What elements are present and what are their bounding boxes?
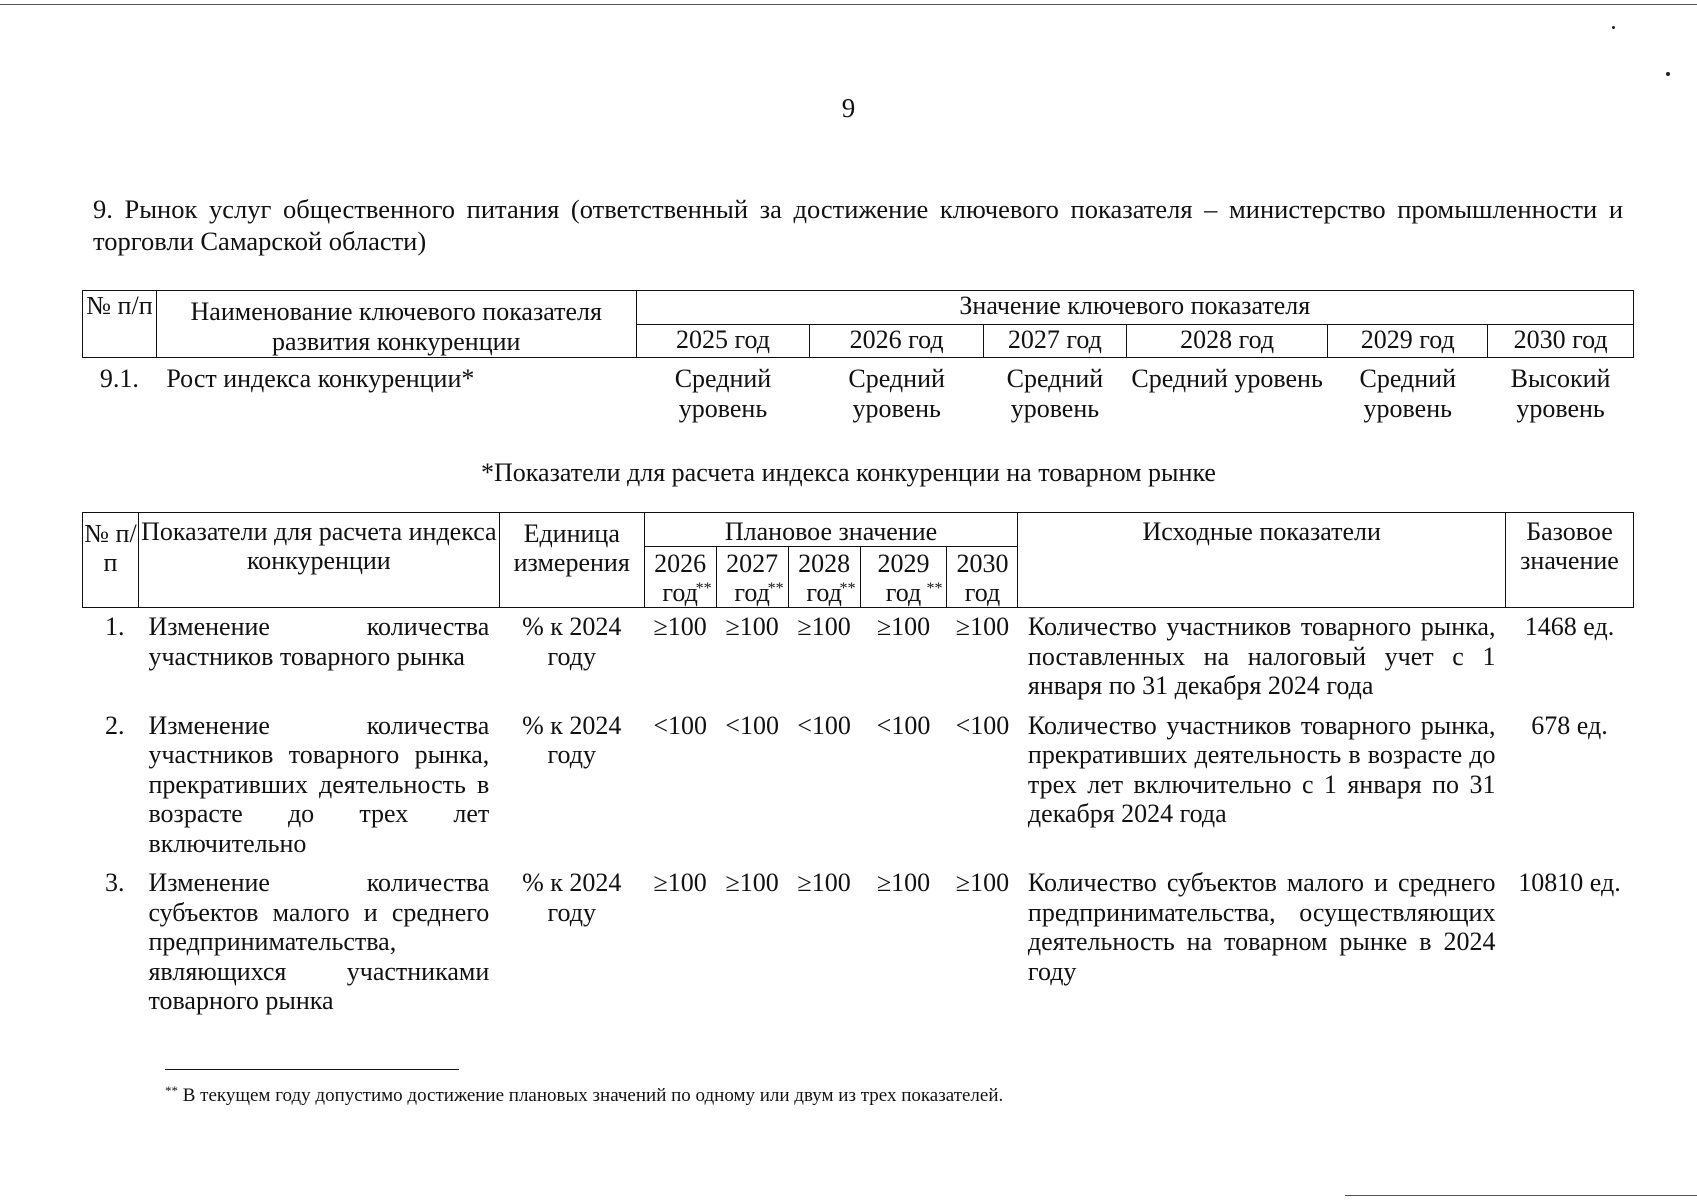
footnote-mark: ** <box>839 580 856 597</box>
row-plan-value: ≥100 <box>955 868 1010 897</box>
row-number: 9.1. <box>99 364 139 393</box>
header-year-number: 2028 <box>798 549 851 578</box>
header-year-word: год <box>964 578 1001 607</box>
row-plan-value: ≥100 <box>876 868 931 897</box>
header-year-word: год <box>885 578 922 607</box>
row-value: Средний уровень <box>848 364 945 423</box>
scan-speck <box>1666 72 1670 76</box>
row-plan-value: ≥100 <box>653 868 707 897</box>
header-year <box>716 547 788 608</box>
header-indicator: Показатели для расчета индекса конкуренции <box>138 513 499 608</box>
row-indicator: Изменение количества участников товарного рынка, прекративших деятельность в возрасте до трех лет включительно <box>148 710 490 858</box>
header-year: 2030 год <box>1488 324 1634 358</box>
header-year: 2028 год <box>1126 324 1328 358</box>
row-unit: % к 2024 году <box>522 868 622 927</box>
row-unit: % к 2024 году <box>522 612 622 671</box>
key-indicator-table <box>82 290 1634 424</box>
footnote-mark: ** <box>165 1083 178 1098</box>
row-value: Высокий уровень <box>1510 364 1611 423</box>
header-plan-group: Плановое значение <box>644 513 1018 547</box>
table-row <box>83 707 1634 865</box>
header-year-number: 2026 <box>654 549 707 578</box>
row-plan-value: ≥100 <box>955 612 1010 641</box>
row-indicator: Изменение количества участников товарного рынка <box>148 612 490 671</box>
row-unit: % к 2024 году <box>522 710 622 769</box>
row-value: Средний уровень <box>1131 364 1323 393</box>
header-year-number: 2030 <box>956 549 1009 578</box>
row-base-value: 10810 ед. <box>1518 868 1621 897</box>
table-row <box>83 358 1634 425</box>
header-year <box>947 547 1018 608</box>
row-plan-value: <100 <box>955 710 1010 740</box>
row-value: Средний уровень <box>674 364 772 423</box>
table-title: *Показатели для расчета индекса конкуренции на товарном рынке <box>481 458 1216 487</box>
page-number: 9 <box>841 93 856 123</box>
row-number: 2. <box>104 710 125 740</box>
row-plan-value: <100 <box>725 710 779 740</box>
row-plan-value: <100 <box>876 710 931 740</box>
row-plan-value: ≥100 <box>725 868 779 897</box>
row-value: Средний уровень <box>1359 364 1457 423</box>
header-number: № п/п <box>83 291 157 358</box>
header-base: Базовое значение <box>1505 513 1633 608</box>
row-plan-value: ≥100 <box>876 612 931 641</box>
footnote <box>165 1085 1003 1107</box>
header-year <box>860 547 947 608</box>
footnote-mark: ** <box>767 580 784 597</box>
row-base-value: 678 ед. <box>1531 710 1608 740</box>
header-year: 2027 год <box>984 324 1127 358</box>
header-year-word: год <box>662 578 698 607</box>
header-year-word: год <box>734 578 770 607</box>
header-year <box>788 547 860 608</box>
row-source: Количество участников товарного рынка, прекративших деятельность в возрасте до трех лет включительно с 1 января по 31 декабря 2024 года <box>1027 710 1496 828</box>
header-year-word: год <box>806 578 842 607</box>
row-source: Количество субъектов малого и среднего предпринимательства, осуществляющих деятельность на товарном рынке в 2024 году <box>1027 868 1496 986</box>
footnote-text: В текущем году допустимо достижение плановых значений по одному или двум из трех показателей. <box>178 1085 1004 1106</box>
scan-speck <box>1612 26 1615 29</box>
row-plan-value: ≥100 <box>797 612 851 641</box>
header-year: 2025 год <box>636 324 810 358</box>
header-year: 2026 год <box>810 324 984 358</box>
row-source: Количество участников товарного рынка, поставленных на налоговый учет с 1 января по 31 декабря 2024 года <box>1027 612 1496 700</box>
table-row <box>83 608 1634 707</box>
row-plan-value: <100 <box>653 710 707 740</box>
header-unit: Единица измерения <box>499 513 644 608</box>
footnote-rule <box>165 1069 459 1070</box>
section-heading: 9. Рынок услуг общественного питания (ответственный за достижение ключевого показателя – министерство промышленности и торговли Самарской области) <box>93 194 1623 256</box>
header-year-number: 2027 <box>726 549 779 578</box>
header-year: 2029 год <box>1328 324 1488 358</box>
scan-edge-top <box>0 4 1697 5</box>
row-value: Средний уровень <box>1006 364 1104 423</box>
footnote-mark: ** <box>695 580 712 597</box>
row-indicator-name: Рост индекса конкуренции* <box>166 364 475 393</box>
row-plan-value: ≥100 <box>653 612 707 641</box>
row-base-value: 1468 ед. <box>1524 612 1615 641</box>
header-value-group: Значение ключевого показателя <box>636 291 1633 325</box>
competition-index-table <box>82 512 1634 1022</box>
row-indicator: Изменение количества субъектов малого и среднего предпринимательства, являющихся участниками товарного рынка <box>148 868 490 1015</box>
row-number: 3. <box>104 868 125 897</box>
header-number: № п/п <box>83 513 139 608</box>
row-plan-value: <100 <box>797 710 851 740</box>
row-plan-value: ≥100 <box>725 612 779 641</box>
header-year <box>644 547 716 608</box>
row-plan-value: ≥100 <box>797 868 851 897</box>
header-year-number: 2029 <box>877 549 930 578</box>
row-number: 1. <box>104 612 125 641</box>
footnote-mark: ** <box>926 580 943 597</box>
table-row <box>83 864 1634 1022</box>
scan-edge-bottom <box>1345 1195 1697 1196</box>
header-source: Исходные показатели <box>1018 513 1506 608</box>
header-indicator-name: Наименование ключевого показателя развития конкуренции <box>156 291 636 358</box>
